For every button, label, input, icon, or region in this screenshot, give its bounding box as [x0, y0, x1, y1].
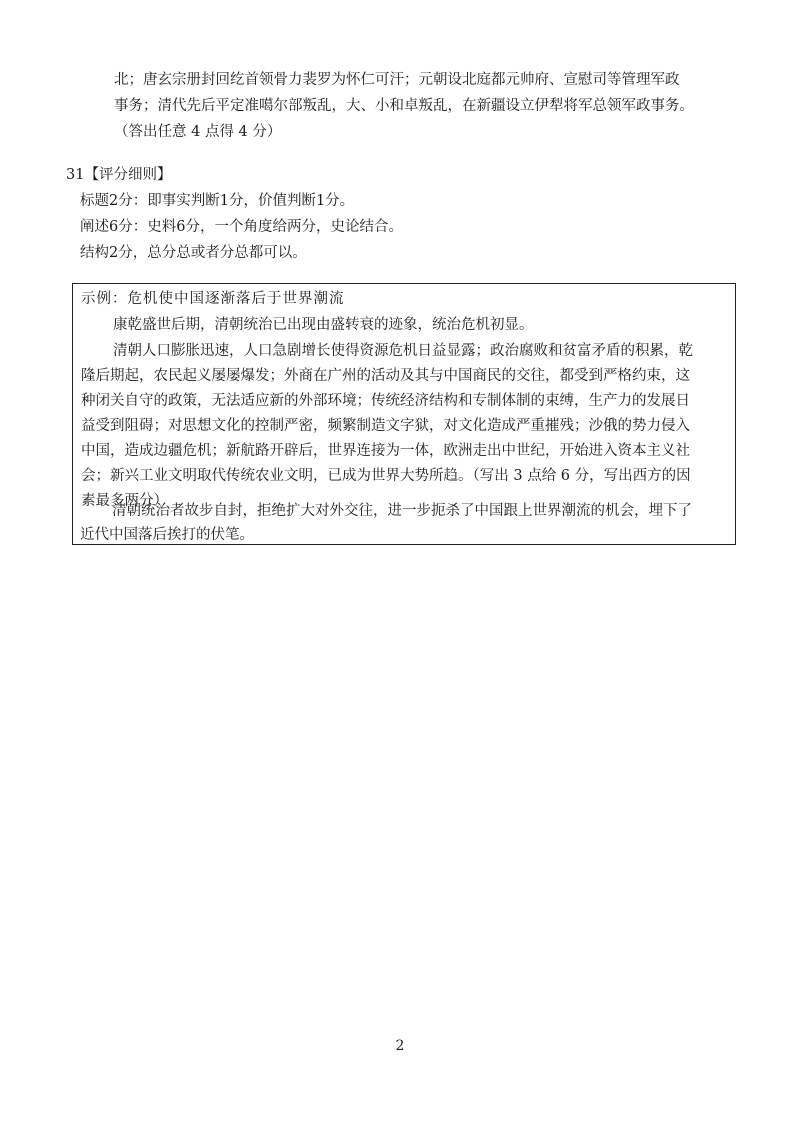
example-line: 隆后期起，农民起义屡屡爆发；外商在广州的活动及其与中国商民的交往，都受到严格约束，这	[81, 368, 690, 384]
example-line: 益受到阻碍；对思想文化的控制严密，频繁制造文字狱，对文化造成严重摧残；沙俄的势力侵入	[81, 418, 690, 434]
example-line: 会；新兴工业文明取代传统农业文明，已成为世界大势所趋。（写出 3 点给 6 分，写出西方的因	[81, 468, 691, 484]
example-line: 清朝统治者故步自封，拒绝扩大对外交往，进一步扼杀了中国跟上世界潮流的机会，埋下了	[112, 503, 692, 519]
text-line: 北；唐玄宗册封回纥首领骨力裴罗为怀仁可汗；元朝设北庭都元帅府、宣慰司等管理军政	[114, 72, 680, 88]
scoring-item: 结构2分，总分总或者分总都可以。	[80, 245, 307, 261]
page-number: 2	[395, 1038, 405, 1054]
example-line: 素最多两分）	[81, 493, 168, 509]
question-heading: 31【评分细则】	[66, 167, 172, 183]
example-title: 示例：危机使中国逐渐落后于世界潮流	[81, 291, 345, 307]
scoring-item: 阐述6分：史料6分，一个角度给两分，史论结合。	[80, 219, 403, 235]
example-line: 种闭关自守的政策，无法适应新的外部环境；传统经济结构和专制体制的束缚，生产力的发展日	[81, 393, 690, 409]
text-line: 事务；清代先后平定准噶尔部叛乱，大、小和卓叛乱，在新疆设立伊犁将军总领军政事务。	[114, 98, 694, 114]
example-line: 近代中国落后挨打的伏笔。	[80, 527, 254, 543]
example-line: 清朝人口膨胀迅速，人口急剧增长使得资源危机日益显露；政治腐败和贫富矛盾的积累，乾	[113, 343, 693, 359]
example-paragraph: 康乾盛世后期，清朝统治已出现由盛转衰的迹象，统治危机初显。	[113, 317, 534, 333]
example-line: 中国，造成边疆危机；新航路开辟后，世界连接为一体，欧洲走出中世纪，开始进入资本主义社	[81, 443, 690, 459]
scoring-note: （答出任意 4 点得 4 分）	[114, 124, 282, 140]
scoring-item: 标题2分：即事实判断1分，价值判断1分。	[80, 193, 355, 209]
